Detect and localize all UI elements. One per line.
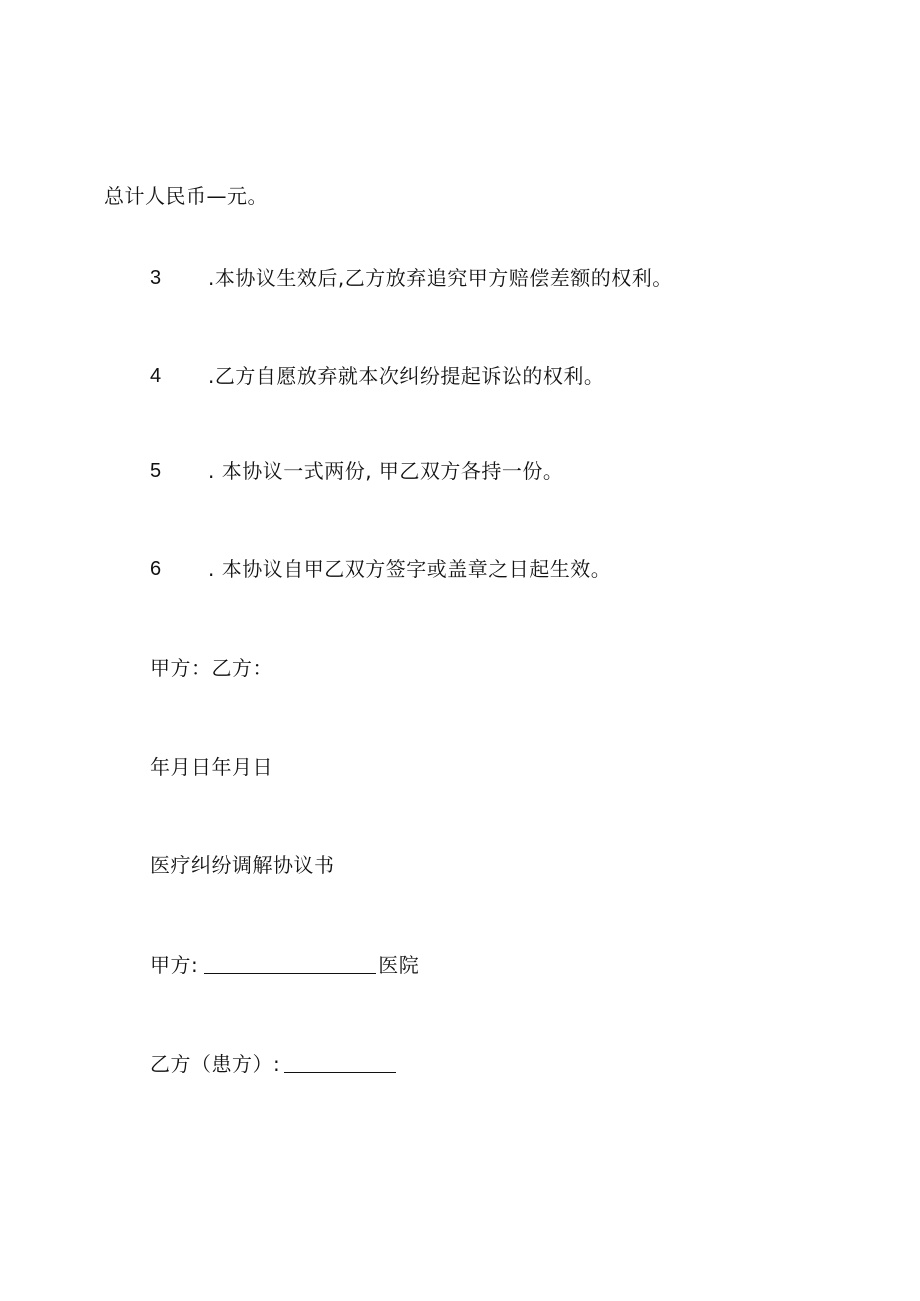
clause-number: 4 [150,365,162,387]
clause-text: .乙方自愿放弃就本次纠纷提起诉讼的权利。 [208,364,605,388]
clause-text: .本协议生效后,乙方放弃追究甲方赔偿差额的权利。 [208,266,673,290]
party-b-blank [284,1052,396,1073]
party-a-blank [204,953,376,974]
party-a-label: 甲方: [150,953,199,977]
date-line: 年月日年月日 [150,755,273,779]
party-b-line [150,1052,396,1076]
clause-number: 5 [150,460,162,482]
party-b-label: 乙方（患方）: [150,1052,281,1076]
clause-text: . 本协议一式两份, 甲乙双方各持一份。 [208,459,564,483]
agreement-title: 医疗纠纷调解协议书 [150,853,335,877]
clause-number: 6 [150,558,162,580]
clause-text: . 本协议自甲乙双方签字或盖章之日起生效。 [208,557,612,581]
total-amount-line: 总计人民币—元。 [104,184,268,208]
clause-number: 3 [150,267,162,289]
party-a-line [150,953,419,977]
party-a-suffix: 医院 [378,953,420,977]
signature-line: 甲方：乙方： [150,656,273,680]
